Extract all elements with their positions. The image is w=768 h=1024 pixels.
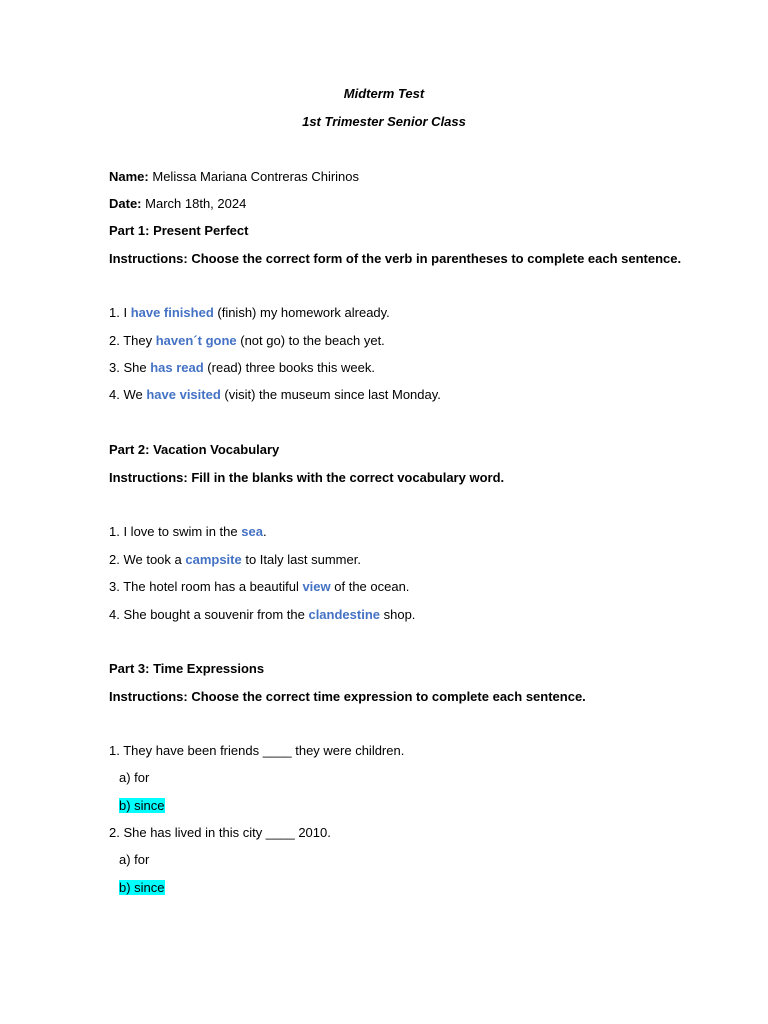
item-text: 1. I [109,305,131,320]
part2-item [109,579,409,595]
item-text: 4. She bought a souvenir from the [109,607,309,622]
option-a: a) for [119,770,150,785]
part1-instructions: Instructions: Choose the correct form of the verb in parentheses to complete each sentence. [109,251,682,266]
answer-text: campsite [185,552,242,567]
date-value: March 18th, 2024 [145,196,247,211]
selected-option-highlight: b) since [119,798,165,813]
part3-instructions: Instructions: Choose the correct time expression to complete each sentence. [109,689,586,704]
item-text: 2. We took a [109,552,186,567]
option-b [119,798,165,814]
part2-item [109,552,361,568]
name-label: Name: [109,169,149,184]
part2-instructions: Instructions: Fill in the blanks with the correct vocabulary word. [109,470,505,485]
item-text: . [262,524,267,539]
answer-text: clandestine [308,607,380,622]
answer-text: has read [150,360,204,375]
question-text: 2. She has lived in this city ____ 2010. [109,825,331,840]
part1-item [109,333,385,349]
item-text: to Italy last summer. [241,552,361,567]
item-text: of the ocean. [330,579,410,594]
name-value: Melissa Mariana Contreras Chirinos [152,169,360,184]
document-title: Midterm Test [343,86,425,101]
item-text: (read) three books this week. [203,360,375,375]
answer-text: view [302,579,331,594]
answer-text: have finished [130,305,214,320]
item-text: (not go) to the beach yet. [236,333,385,348]
item-text: (visit) the museum since last Monday. [220,387,441,402]
item-text: 4. We [109,387,147,402]
question-text: 1. They have been friends ____ they were children. [109,743,405,758]
part1-item [109,360,375,376]
item-text: 3. She [109,360,151,375]
answer-text: have visited [146,387,221,402]
part2-item [109,607,415,623]
item-text: shop. [380,607,416,622]
item-text: (finish) my homework already. [213,305,390,320]
option-a: a) for [119,852,150,867]
name-line [109,169,359,185]
part2-heading: Part 2: Vacation Vocabulary [109,442,280,457]
answer-text: haven´t gone [155,333,237,348]
document-subtitle: 1st Trimester Senior Class [302,114,466,129]
date-line [109,196,246,212]
answer-text: sea [241,524,263,539]
part3-heading: Part 3: Time Expressions [109,661,265,676]
part1-item [109,305,390,321]
selected-option-highlight: b) since [119,880,165,895]
item-text: 2. They [109,333,156,348]
part1-heading: Part 1: Present Perfect [109,223,249,238]
part2-item [109,524,267,540]
part1-item [109,387,441,403]
item-text: 1. I love to swim in the [109,524,242,539]
item-text: 3. The hotel room has a beautiful [109,579,303,594]
option-b [119,880,165,896]
date-label: Date: [109,196,142,211]
